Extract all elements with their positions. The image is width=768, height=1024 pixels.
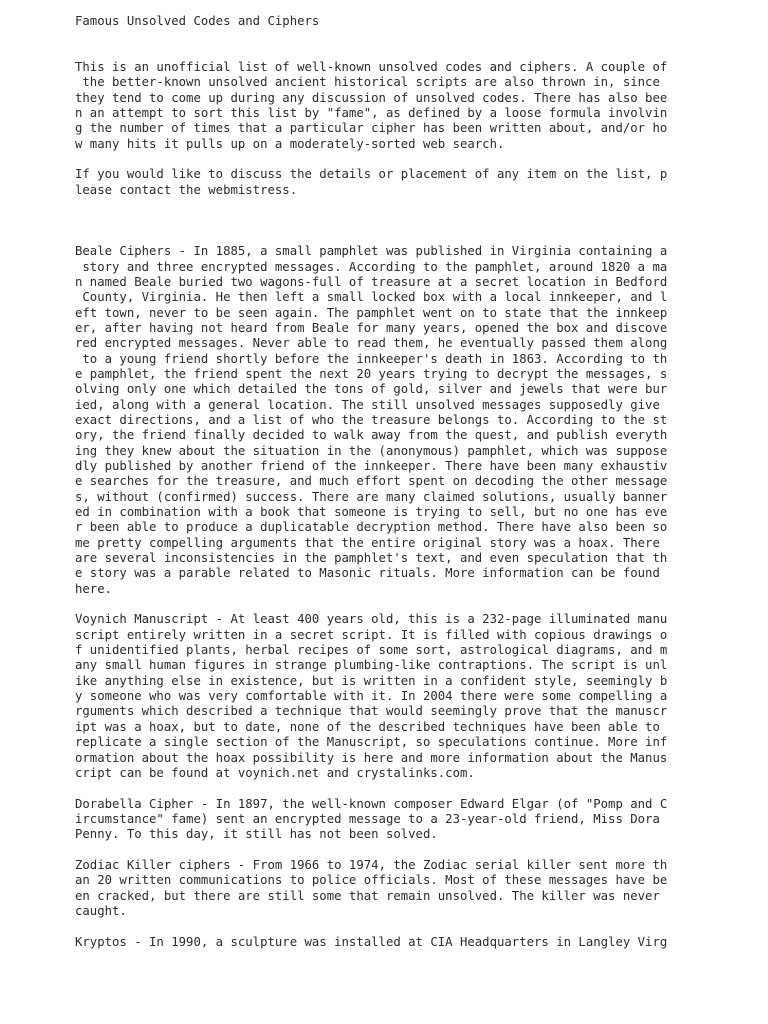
text-line: r been able to produce a duplicatable decryption method. There have also been so xyxy=(75,520,668,535)
text-line: the better-known unsolved ancient historical scripts are also thrown in, since xyxy=(75,75,660,90)
text-line: f unidentified plants, herbal recipes of some sort, astrological diagrams, and m xyxy=(75,643,668,658)
text-line: an 20 written communications to police officials. Most of these messages have be xyxy=(75,873,668,888)
text-line: en cracked, but there are still some that remain unsolved. The killer was never xyxy=(75,888,660,903)
text-line: any small human figures in strange plumbing-like contraptions. The script is unl xyxy=(75,658,668,673)
paragraph-spacer xyxy=(75,781,695,796)
paragraph-spacer xyxy=(75,843,695,858)
text-line: ipt was a hoax, but to date, none of the described techniques have been able to xyxy=(75,719,660,734)
text-line: eft town, never to be seen again. The pamphlet went on to state that the innkeep xyxy=(75,305,668,320)
text-line: If you would like to discuss the details or placement of any item on the list, p xyxy=(75,167,668,182)
paragraph-dorabella xyxy=(75,797,695,843)
text-line: e searches for the treasure, and much effort spent on decoding the other message xyxy=(75,474,668,489)
text-line: cript can be found at voynich.net and crystalinks.com. xyxy=(75,765,475,780)
text-line: they tend to come up during any discussion of unsolved codes. There has also bee xyxy=(75,90,668,105)
text-line: lease contact the webmistress. xyxy=(75,182,298,197)
paragraph-contact xyxy=(75,167,695,198)
text-line: ied, along with a general location. The still unsolved messages supposedly give xyxy=(75,397,660,412)
document-body xyxy=(75,29,695,950)
paragraph-spacer xyxy=(75,919,695,934)
text-line: y someone who was very comfortable with it. In 2004 there were some compelling a xyxy=(75,689,668,704)
text-line: red encrypted messages. Never able to read them, he eventually passed them along xyxy=(75,336,668,351)
document-page xyxy=(75,14,695,950)
paragraph-spacer xyxy=(75,45,695,60)
text-line: replicate a single section of the Manuscript, so speculations continue. More inf xyxy=(75,735,668,750)
text-line: here. xyxy=(75,581,113,596)
text-line: s, without (confirmed) success. There are many claimed solutions, usually banner xyxy=(75,489,668,504)
document-title: Famous Unsolved Codes and Ciphers xyxy=(75,14,320,28)
paragraph-intro xyxy=(75,60,695,152)
text-line: er, after having not heard from Beale for many years, opened the box and discove xyxy=(75,320,668,335)
paragraph-spacer xyxy=(75,198,695,213)
text-line: Kryptos - In 1990, a sculpture was installed at CIA Headquarters in Langley Virg xyxy=(75,934,668,949)
text-line: g the number of times that a particular cipher has been written about, and/or ho xyxy=(75,121,668,136)
text-line: ircumstance" fame) sent an encrypted message to a 23-year-old friend, Miss Dora xyxy=(75,811,660,826)
text-line: script entirely written in a secret script. It is filled with copious drawings o xyxy=(75,627,668,642)
text-line: n an attempt to sort this list by "fame", as defined by a loose formula involvin xyxy=(75,106,668,121)
text-line: dly published by another friend of the innkeeper. There have been many exhaustiv xyxy=(75,458,668,473)
text-line: ed in combination with a book that someone is trying to sell, but no one has eve xyxy=(75,505,668,519)
text-line: Dorabella Cipher - In 1897, the well-known composer Edward Elgar (of "Pomp and C xyxy=(75,796,668,811)
paragraph-spacer xyxy=(75,597,695,612)
text-line: ory, the friend finally decided to walk away from the quest, and publish everyth xyxy=(75,428,668,443)
text-line: story and three encrypted messages. According to the pamphlet, around 1820 a ma xyxy=(75,259,668,274)
paragraph-spacer xyxy=(75,29,695,44)
paragraph-spacer xyxy=(75,152,695,167)
paragraph-spacer xyxy=(75,213,695,228)
text-line: e story was a parable related to Masonic rituals. More information can be found xyxy=(75,566,660,581)
text-line: Beale Ciphers - In 1885, a small pamphlet was published in Virginia containing a xyxy=(75,244,668,259)
text-line: exact directions, and a list of who the treasure belongs to. According to the st xyxy=(75,412,668,427)
text-line: n named Beale buried two wagons-full of treasure at a secret location in Bedford xyxy=(75,274,668,289)
text-line: olving only one which detailed the tons of gold, silver and jewels that were bur xyxy=(75,382,668,397)
paragraph-beale xyxy=(75,244,695,597)
paragraph-zodiac xyxy=(75,858,695,919)
text-line: ing they knew about the situation in the (anonymous) pamphlet, which was suppose xyxy=(75,443,668,458)
text-line: ike anything else in existence, but is written in a confident style, seemingly b xyxy=(75,673,668,688)
text-line: This is an unofficial list of well-known unsolved codes and ciphers. A couple of xyxy=(75,60,668,75)
text-line: me pretty compelling arguments that the entire original story was a hoax. There xyxy=(75,535,660,550)
text-line: e pamphlet, the friend spent the next 20 years trying to decrypt the messages, s xyxy=(75,366,668,381)
text-line: Voynich Manuscript - At least 400 years old, this is a 232-page illuminated manu xyxy=(75,612,668,627)
paragraph-kryptos xyxy=(75,935,695,950)
text-line: Zodiac Killer ciphers - From 1966 to 1974, the Zodiac serial killer sent more th xyxy=(75,857,668,872)
text-line: caught. xyxy=(75,903,127,918)
text-line: Penny. To this day, it still has not been solved. xyxy=(75,827,438,842)
text-line: w many hits it pulls up on a moderately-sorted web search. xyxy=(75,136,505,151)
text-line: ormation about the hoax possibility is here and more information about the Manus xyxy=(75,750,668,765)
text-line: to a young friend shortly before the innkeeper's death in 1863. According to th xyxy=(75,351,668,366)
paragraph-spacer xyxy=(75,229,695,244)
text-line: County, Virginia. He then left a small locked box with a local innkeeper, and l xyxy=(75,290,668,305)
text-line: rguments which described a technique that would seemingly prove that the manuscr xyxy=(75,704,668,719)
text-line: are several inconsistencies in the pamphlet's text, and even speculation that th xyxy=(75,551,668,566)
paragraph-voynich xyxy=(75,612,695,781)
